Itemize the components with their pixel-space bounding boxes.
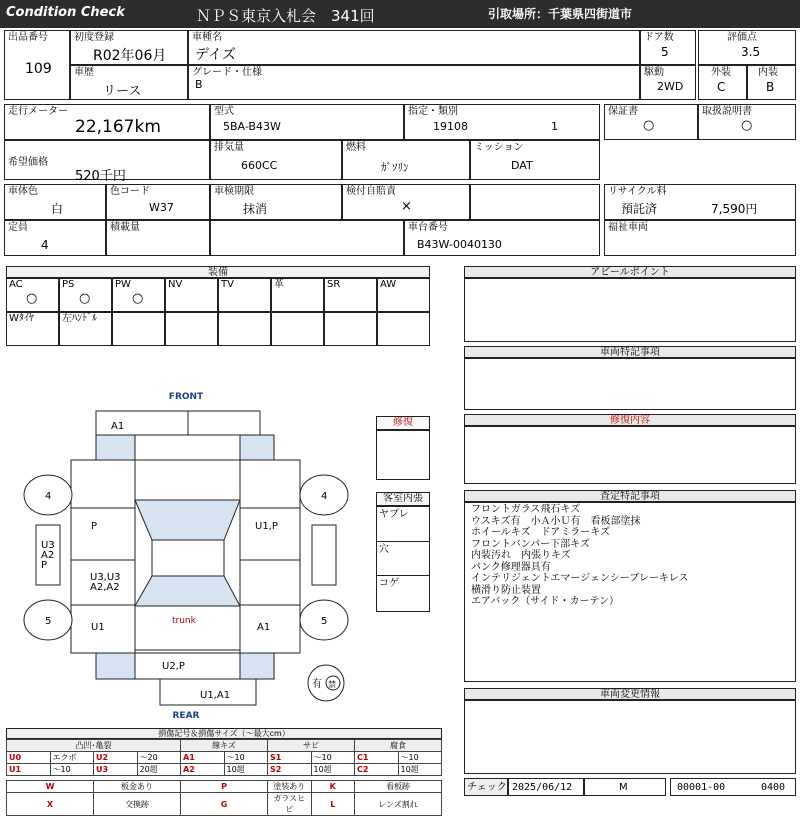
inspection-label: 車検期限 (214, 186, 254, 197)
equip-pw-value: ○ (132, 291, 144, 306)
lot-number-value: 109 (25, 61, 52, 77)
warranty-label: 保証書 (608, 106, 638, 117)
change-info-title: 車両変更情報 (464, 688, 796, 700)
damage-rear-bumper: U1,A1 (200, 690, 231, 701)
warranty-value: ○ (643, 118, 655, 133)
car-damage-diagram (0, 380, 440, 730)
tire-rr-value: 5 (321, 616, 328, 627)
pickup-place: 引取場所：千葉県四街道市 (488, 7, 633, 21)
interior-box (747, 65, 796, 100)
fuel-value: ｶﾞｿﾘﾝ (381, 161, 409, 174)
cabin-burn: コゲ (379, 578, 399, 589)
load-box (106, 220, 210, 256)
mileage-value: 22,167km (75, 117, 161, 137)
checker-value: M (619, 782, 628, 793)
note-line: インテリジェントエマージェンシーブレーキレス (471, 573, 689, 584)
equip-left-handle: 左ﾊﾝﾄﾞﾙ (59, 312, 112, 346)
right-rear-door (240, 560, 300, 605)
recycle-box (604, 184, 796, 220)
doc-number: 00001-00 (677, 782, 726, 793)
designation-label: 指定・類別 (408, 106, 458, 117)
chassis-label: 車台番号 (408, 222, 448, 233)
note-line: ウスキズ有 小Ａ小Ｕ有 看板部塗抹 (471, 515, 641, 527)
check-label: チェック (467, 782, 507, 793)
equip-ac-value: ○ (26, 291, 38, 306)
damage-rear-panel: U2,P (162, 661, 185, 672)
mission-box (470, 140, 600, 180)
grade-label: グレード・仕様 (192, 67, 262, 78)
left-front-door (71, 508, 135, 560)
mission-value: DAT (511, 159, 533, 172)
price-box (4, 140, 210, 184)
inspection-notes-list (471, 504, 688, 608)
grade-value: B (195, 78, 203, 91)
first-registration-value: R02年06月 (93, 48, 167, 64)
capacity-label: 定員 (8, 222, 28, 233)
special-box (464, 358, 796, 410)
note-line: エアバック（サイド・カーテン） (471, 596, 619, 607)
color-code-label: 色コード (110, 186, 150, 197)
repair-content-title: 修復内容 (464, 414, 796, 426)
damage-right-front-door: U1,P (255, 521, 278, 532)
damage-a1-top: A1 (111, 421, 125, 432)
damage-left-rear-door-2: A2,A2 (90, 582, 120, 593)
damage-left-front-door: P (91, 521, 98, 532)
chassis-value: B43W-0040130 (417, 238, 502, 251)
equipment-title: 装備 (6, 266, 430, 278)
car-name-value: デイズ (195, 47, 236, 63)
exterior-value: C (717, 80, 726, 94)
insurance-extra-box (470, 184, 600, 220)
check-date: 2025/06/12 (512, 782, 573, 793)
equip-sr: SR (324, 278, 377, 312)
interior-label: 内装 (758, 67, 778, 78)
mileage-box (4, 104, 210, 140)
doors-box (640, 30, 696, 65)
insurance-value: × (401, 199, 412, 214)
equip-tv: TV (218, 278, 271, 312)
doors-label: ドア数 (644, 32, 674, 43)
check-date-box (508, 778, 584, 796)
manual-box (698, 104, 796, 140)
displacement-label: 排気量 (214, 142, 244, 153)
history-value: リース (103, 84, 142, 99)
repair-title: 修復 (376, 416, 430, 430)
car-name-box (188, 30, 640, 65)
legend-table: 凸凹･亀裂 線キズ サビ 腐食 U0 エクボ U2 〜20 A1 〜10 S1 〜10 C1 〜10 U1 〜10 U3 20超 A2 10超 S2 10超 C2 10超 W 板金あり P 塗装あり K 看板跡 X 交換跡 G ガラスヒビ L レンズ割れ (6, 739, 442, 816)
note-line: 横滑り防止装置 (471, 584, 541, 596)
body-color-value: 白 (51, 202, 64, 216)
capacity-box (4, 220, 106, 256)
equip-pw: PW ○ (112, 278, 165, 312)
right-side-step (312, 525, 336, 585)
equip-ac: AC ○ (6, 278, 59, 312)
fuel-label: 燃料 (346, 142, 366, 153)
special-title: 車両特記事項 (464, 346, 796, 358)
repair-box (376, 430, 430, 480)
checker-box (584, 778, 666, 796)
insurance-box (342, 184, 470, 220)
cabin-box (376, 506, 430, 612)
blank-box (210, 220, 404, 256)
damage-left-side: U3 A2 P (41, 540, 55, 571)
tire-fl-value: 4 (45, 491, 52, 502)
exterior-label: 外装 (711, 67, 731, 78)
rear-label: REAR (172, 711, 200, 721)
capacity-value: 4 (41, 238, 49, 252)
category-value: 1 (551, 120, 558, 133)
equip-aw: AW (377, 278, 430, 312)
damage-legend (6, 728, 442, 814)
right-front-door (240, 508, 300, 560)
equip-nv: NV (165, 278, 218, 312)
doc-code: 0400 (761, 782, 786, 793)
right-front-fender (240, 460, 300, 508)
equip-ps-value: ○ (79, 291, 91, 306)
cabin-title: 客室内張 (376, 492, 430, 506)
change-info-box (464, 700, 796, 774)
manual-value: ○ (741, 118, 753, 133)
manual-label: 取扱説明書 (702, 106, 752, 117)
chassis-box (404, 220, 600, 256)
interior-value: B (766, 80, 775, 94)
score-label: 評価点 (727, 32, 757, 43)
first-registration-label: 初度登録 (74, 32, 114, 43)
load-label: 積載量 (110, 222, 140, 233)
note-line: フロントバンパー下部キズ (471, 538, 590, 550)
cabin-hole: 穴 (379, 544, 389, 555)
inspection-box (210, 184, 342, 220)
tire-rl-value: 5 (45, 616, 52, 627)
equip-ps: PS ○ (59, 278, 112, 312)
repair-content-box (464, 426, 796, 484)
body-color-label: 車体色 (8, 186, 38, 197)
model-box (210, 104, 404, 140)
drive-label: 駆動 (644, 67, 664, 78)
doc-box (670, 778, 796, 796)
appeal-title: アピールポイント (464, 266, 796, 278)
inspection-value: 抹消 (243, 202, 268, 216)
doors-value: 5 (661, 45, 669, 59)
grade-box (188, 65, 640, 100)
no-smoking-icon: 禁 (328, 680, 336, 689)
trunk-label: trunk (172, 616, 196, 626)
equip-wtire: Wﾀｲﾔ (6, 312, 59, 346)
price-label: 希望価格 (8, 157, 48, 168)
welfare-label: 福祉車両 (608, 222, 648, 233)
header-left-title: Condition Check (6, 5, 125, 20)
tire-fr-value: 4 (321, 491, 328, 502)
left-front-fender (71, 460, 135, 508)
front-label: FRONT (168, 392, 204, 402)
history-label: 車歴 (74, 67, 94, 78)
recycle-label: リサイクル料 (608, 186, 667, 197)
inspection-notes-title: 査定特記事項 (464, 490, 796, 502)
score-value: 3.5 (741, 45, 761, 59)
drive-value: 2WD (657, 80, 684, 93)
note-line: フロントガラス飛石キズ (471, 504, 581, 515)
appeal-box (464, 278, 796, 342)
first-registration-box (70, 30, 188, 65)
exterior-box (698, 65, 747, 100)
equipment-grid (6, 278, 430, 346)
welfare-box (604, 220, 796, 256)
lot-number-label: 出品番号 (8, 32, 48, 43)
header-center-title: ＮＰＳ東京入札会 341回 (196, 7, 375, 25)
displacement-value: 660CC (241, 159, 278, 172)
body-color-box (4, 184, 106, 220)
recycle-value: 7,590円 (711, 202, 758, 216)
inspection-notes-box (464, 502, 796, 682)
lot-number-box (4, 30, 70, 100)
color-code-box (106, 184, 210, 220)
note-line: パンク修理器具有 (471, 561, 551, 573)
note-line: ホイールキズ ドアミラーキズ (471, 527, 611, 538)
smoking-label: 有 (312, 679, 322, 690)
price-value: 520千円 (75, 169, 126, 184)
header-bar (0, 0, 800, 28)
score-box (698, 30, 796, 65)
damage-right-quarter: A1 (257, 622, 271, 633)
insurance-label: 検付自賠責 (346, 186, 396, 197)
warranty-box (604, 104, 698, 140)
history-box (70, 65, 188, 100)
check-label-box (464, 778, 508, 796)
equip-leather: 革 (271, 278, 324, 312)
legend-title: 損傷記号＆損傷サイズ（〜最大cm） (6, 728, 442, 739)
model-label: 型式 (214, 106, 234, 117)
recycle-status: 預託済 (621, 202, 658, 216)
damage-left-quarter: U1 (91, 622, 105, 633)
damage-left-rear-door-1: U3,U3 (90, 572, 121, 583)
note-line: 内装汚れ 内張りキズ (471, 550, 571, 561)
designation-box (404, 104, 600, 140)
designation-value: 19108 (433, 120, 468, 133)
model-value: 5BA-B43W (223, 120, 281, 133)
fuel-box (342, 140, 470, 180)
displacement-box (210, 140, 342, 180)
mileage-label: 走行メーター (8, 106, 68, 117)
cabin-tear: ヤブレ (379, 509, 409, 520)
drive-box (640, 65, 696, 100)
car-name-label: 車種名 (192, 32, 222, 43)
color-code-value: W37 (149, 201, 174, 214)
mission-label: ミッション (474, 142, 524, 153)
